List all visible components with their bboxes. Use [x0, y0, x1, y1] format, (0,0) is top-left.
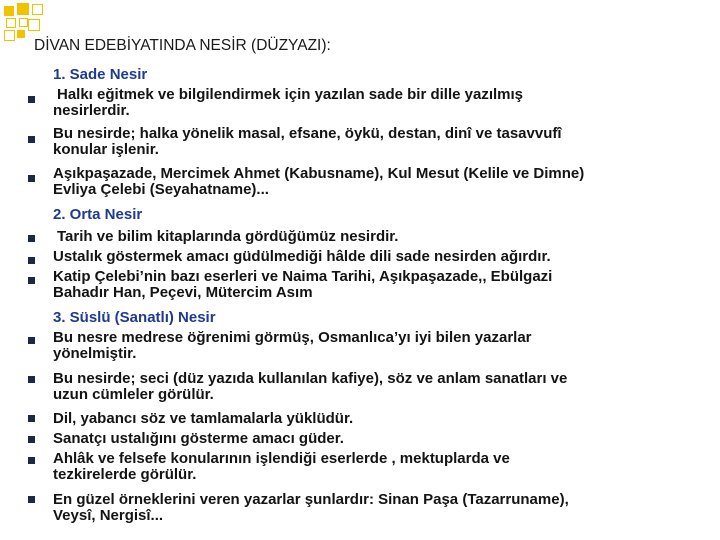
bullet-icon	[28, 136, 35, 143]
bullet-icon	[28, 415, 35, 422]
bullet-icon	[28, 235, 35, 242]
list-item: Bu nesirde; halka yönelik masal, efsane, öykü, destan, dinî ve tasavvufî konular işlenir.	[53, 124, 562, 158]
list-item: En güzel örneklerini veren yazarlar şunlardır: Sinan Paşa (Tazarruname), Veysî, Nergisî...	[53, 491, 569, 525]
list-item: Halkı eğitmek ve bilgilendirmek için yazılan sade bir dille yazılmış nesirlerdir.	[53, 86, 524, 120]
bullet-icon	[28, 457, 35, 464]
section-heading-suslu: 3. Süslü (Sanatlı) Nesir	[53, 308, 216, 326]
list-item: Sanatçı ustalığını gösterme amacı güder.	[53, 430, 344, 448]
list-item: Aşıkpaşazade, Mercimek Ahmet (Kabusname), Kul Mesut (Kelile ve Dimne) Evliya Çelebi (Seyahatname)...	[53, 164, 585, 198]
bullet-icon	[28, 376, 35, 383]
list-item: Bu nesirde; seci (düz yazıda kullanılan kafiye), söz ve anlam sanatları ve uzun cümleler görülür.	[53, 369, 568, 403]
bullet-icon	[28, 496, 35, 503]
section-heading-sade: 1. Sade Nesir	[53, 66, 148, 83]
slide-title: DİVAN EDEBİYATINDA NESİR (DÜZYAZI):	[34, 37, 331, 54]
bullet-icon	[28, 337, 35, 344]
section-heading-orta: 2. Orta Nesir	[53, 205, 143, 223]
slide-body	[53, 67, 713, 533]
list-item: Ahlâk ve felsefe konularının işlendiği eserlerde , mektuplarda ve tezkirelerde görülür.	[53, 450, 510, 484]
bullet-icon	[28, 277, 35, 284]
bullet-icon	[28, 175, 35, 182]
list-item: Tarih ve bilim kitaplarında gördüğümüz nesirdir.	[57, 227, 399, 245]
list-item: Katip Çelebi’nin bazı eserleri ve Naima Tarihi, Aşıkpaşazade,, Ebülgazi Bahadır Han, Peçevi, Mütercim Asım	[53, 267, 553, 301]
bullet-icon	[28, 436, 35, 443]
list-item: Dil, yabancı söz ve tamlamalarla yüklüdür.	[53, 410, 354, 428]
bullet-icon	[28, 257, 35, 264]
bullet-icon	[28, 96, 35, 103]
list-item: Ustalık göstermek amacı güdülmediği hâlde dili sade nesirden ağırdır.	[53, 247, 551, 265]
list-item: Bu nesre medrese öğrenimi görmüş, Osmanlıca’yı iyi bilen yazarlar yönelmiştir.	[53, 328, 532, 362]
